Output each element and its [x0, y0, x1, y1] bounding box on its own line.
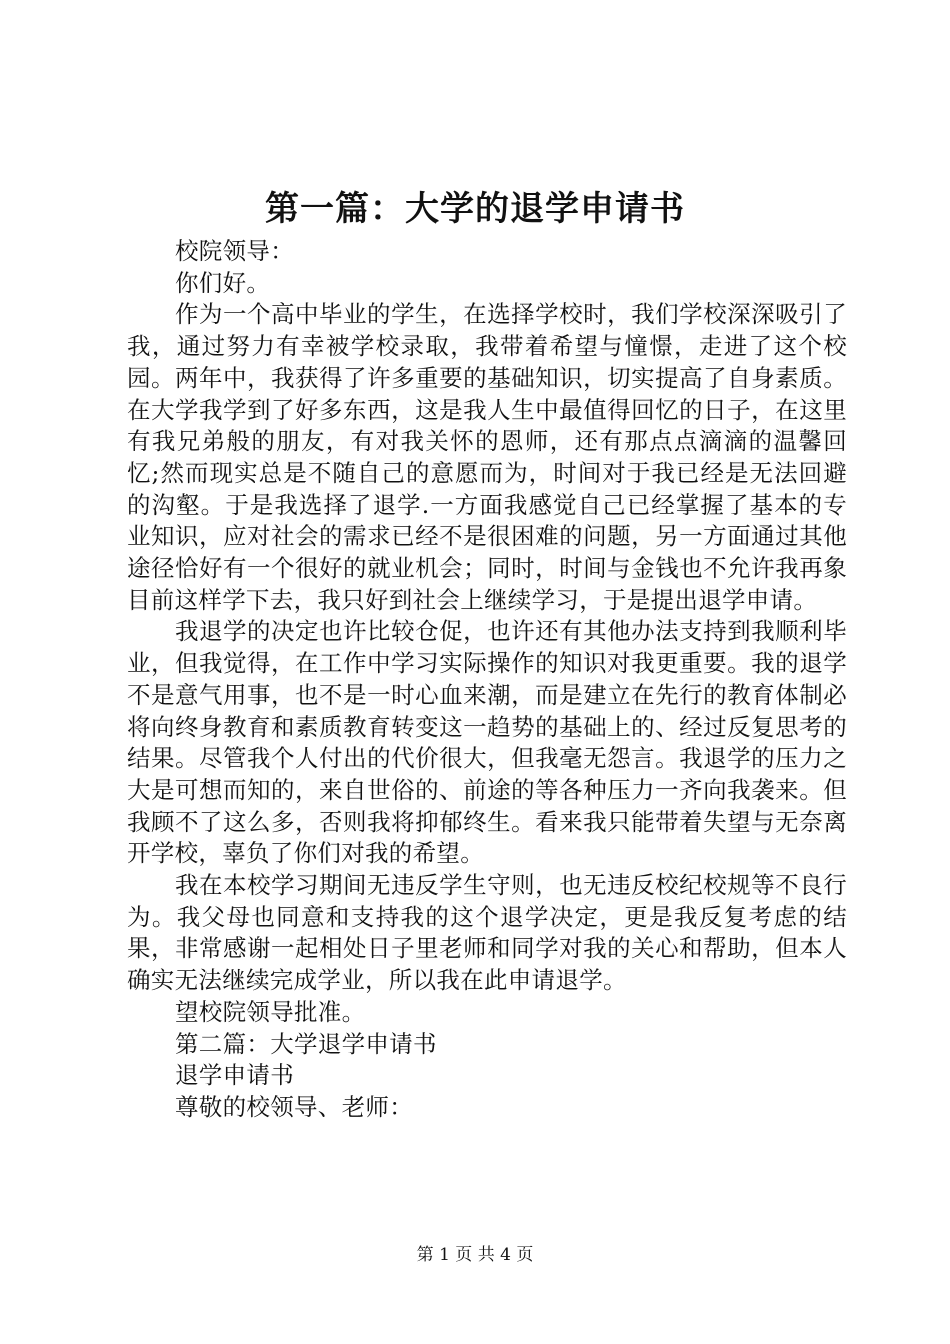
body-paragraph-3: 我在本校学习期间无违反学生守则，也无违反校纪校规等不良行为。我父母也同意和支持我的这个退学决定，更是我反复考虑的结果，非常感谢一起相处日子里老师和同学对我的关心和帮助，但本人确实无法继续完成学业，所以我在此申请退学。 — [127, 871, 847, 995]
body-paragraph-2: 我退学的决定也许比较仓促，也许还有其他办法支持到我顺利毕业，但我觉得，在工作中学习实际操作的知识对我更重要。我的退学不是意气用事，也不是一时心血来潮，而是建立在先行的教育体制必将向终身教育和素质教育转变这一趋势的基础上的、经过反复思考的结果。尽管我个人付出的代价很大，但我毫无怨言。我退学的压力之大是可想而知的，来自世俗的、前途的等各种压力一齐向我袭来。但我顾不了这么多，否则我将抑郁终生。看来我只能带着失望与无奈离开学校，辜负了你们对我的希望。 — [127, 617, 847, 868]
subheading-application: 退学申请书 — [175, 1061, 294, 1090]
document-body — [127, 236, 847, 1124]
salutation-2: 尊敬的校领导、老师： — [175, 1092, 413, 1121]
document-title: 第一篇：大学的退学申请书 — [265, 189, 685, 229]
greeting: 你们好。 — [175, 268, 271, 297]
body-paragraph-1: 作为一个高中毕业的学生，在选择学校时，我们学校深深吸引了我，通过努力有幸被学校录取，我带着希望与憧憬，走进了这个校园。两年中，我获得了许多重要的基础知识，切实提高了自身素质。在大学我学到了好多东西，这是我人生中最值得回忆的日子，在这里有我兄弟般的朋友，有对我关怀的恩师，还有那点点滴滴的温馨回忆;然而现实总是不随自己的意愿而为，时间对于我已经是无法回避的沟壑。于是我选择了退学.一方面我感觉自己已经掌握了基本的专业知识，应对社会的需求已经不是很困难的问题，另一方面通过其他途径恰好有一个很好的就业机会；同时，时间与金钱也不允许我再象目前这样学下去，我只好到社会上继续学习，于是提出退学申请。 — [127, 300, 847, 614]
section-heading-2: 第二篇：大学退学申请书 — [175, 1029, 437, 1058]
page-footer: 第 1 页 共 4 页 — [416, 1245, 534, 1265]
closing-request: 望校院领导批准。 — [175, 997, 366, 1026]
salutation: 校院领导： — [175, 237, 294, 265]
